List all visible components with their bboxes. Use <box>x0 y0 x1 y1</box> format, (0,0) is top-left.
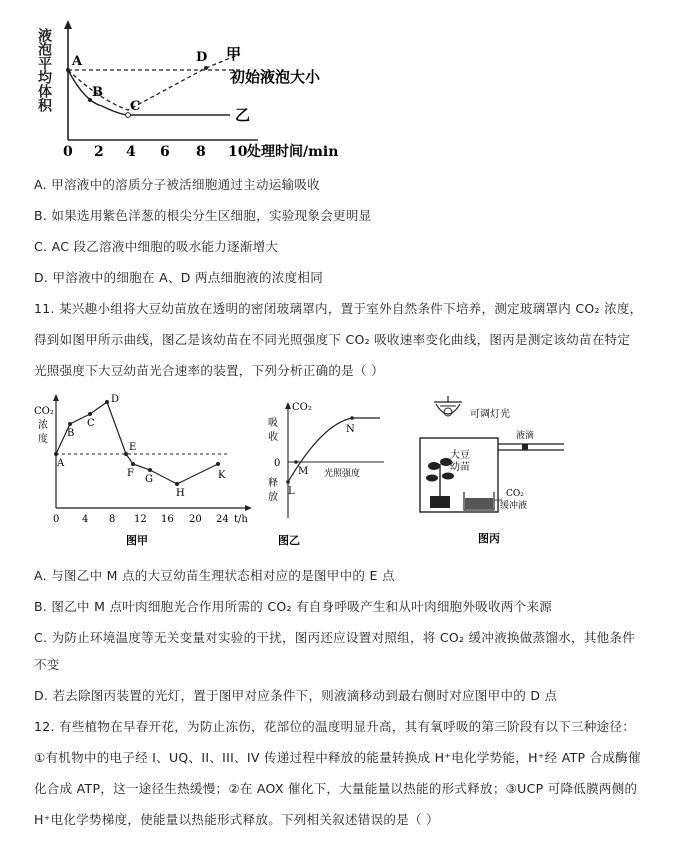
svg-text:浓: 浓 <box>38 420 48 431</box>
fig-bing-lamp-label: 可调灯光 <box>470 409 510 420</box>
fig-yi-release <box>268 477 278 503</box>
svg-text:D: D <box>111 394 120 405</box>
q12-stem-line-3: 化合成 ATP，这一途径生热缓慢；②在 AOX 催化下，大量能量以热能的形式释放；③UCP 可降低膜两侧的 <box>34 781 638 796</box>
q12-stem-line-2: ①有机物中的电子经 I、UQ、II、III、IV 传递过程中释放的能量转换成 H⁺电化学势能，H⁺经 ATP 合成酶催 <box>34 750 641 765</box>
fig-bing-drop-label: 液滴 <box>516 431 535 441</box>
fig-jia <box>30 388 262 548</box>
svg-text:4: 4 <box>82 514 89 525</box>
svg-text:C: C <box>87 418 95 429</box>
fig-jia-points <box>56 394 226 499</box>
svg-text:24: 24 <box>216 514 229 525</box>
svg-text:B: B <box>67 428 75 439</box>
q11-option-b: B. 图乙中 M 点叶肉细胞光合作用所需的 CO₂ 有自身呼吸产生和从叶肉细胞外吸收两个来源 <box>34 599 553 614</box>
svg-text:20: 20 <box>189 514 202 525</box>
fig-yi-absorb <box>268 417 278 443</box>
fig-yi-point-N: N <box>346 424 355 435</box>
q10-option-b: B. 如果选用紫色洋葱的根尖分生区细胞，实验现象会更明显 <box>34 208 372 223</box>
q10-curve-yi: 乙 <box>235 106 251 124</box>
q10-x-10: 10 <box>228 144 248 158</box>
q12-stem-line-1: 12. 有些植物在早春开花，为防止冻伤，花部位的温度明显升高，其有氧呼吸的第三阶段有以下三种途径： <box>34 719 636 734</box>
svg-text:2: 2 <box>94 144 104 158</box>
svg-text:0: 0 <box>53 514 60 525</box>
fig-yi-top-label: CO₂ <box>292 402 312 413</box>
q12-stem-line-4: H⁺电化学势梯度，使能量以热能形式释放。下列相关叙述错误的是（ ） <box>34 812 439 827</box>
fig-yi-zero: 0 <box>274 458 281 469</box>
svg-text:H: H <box>176 488 185 499</box>
fig-jia-y-label <box>34 406 54 445</box>
fig-yi-point-L: L <box>288 486 295 497</box>
svg-text:16: 16 <box>161 514 174 525</box>
svg-text:8: 8 <box>109 514 116 525</box>
svg-text:12: 12 <box>134 514 147 525</box>
q10-curve-jia: 甲 <box>226 45 242 63</box>
svg-text:幼苗: 幼苗 <box>450 462 470 473</box>
q10-option-d: D. 甲溶液中的细胞在 A、D 两点细胞液的浓度相同 <box>34 270 323 285</box>
svg-text:6: 6 <box>160 144 170 158</box>
q11-stem-line-2: 得到如图甲所示曲线，图乙是该幼苗在不同光照强度下 CO₂ 吸收速率变化曲线，图丙是测定该幼苗在特定 <box>34 332 631 347</box>
svg-text:放: 放 <box>268 492 278 503</box>
fig-bing-caption: 图丙 <box>478 532 500 545</box>
svg-text:4: 4 <box>126 144 136 158</box>
svg-text:A: A <box>57 458 65 469</box>
fig-bing <box>414 392 584 548</box>
q10-graph <box>30 18 370 158</box>
svg-text:收: 收 <box>268 432 278 443</box>
fig-yi <box>262 398 392 548</box>
q11-option-c: C. 为防止环境温度等无关变量对实验的干扰，图丙还应设置对照组，将 CO₂ 缓冲液换做蒸馏水，其他条件 <box>34 630 636 645</box>
svg-text:吸: 吸 <box>268 418 278 429</box>
fig-jia-x-ticks <box>53 514 229 525</box>
svg-text:缓冲液: 缓冲液 <box>500 501 528 511</box>
q10-point-A: A <box>72 54 83 69</box>
fig-jia-x-unit: t/h <box>234 514 248 525</box>
fig-jia-caption: 图甲 <box>126 534 148 547</box>
q11-option-a: A. 与图乙中 M 点的大豆幼苗生理状态相对应的是图甲中的 E 点 <box>34 568 395 583</box>
q11-option-d: D. 若去除图丙装置的光灯，置于图甲对应条件下，则液滴移动到最右侧时对应图甲中的 D 点 <box>34 688 558 703</box>
q10-option-a: A. 甲溶液中的溶质分子被活细胞通过主动运输吸收 <box>34 177 320 192</box>
svg-text:CO₂: CO₂ <box>34 406 54 417</box>
svg-text:F: F <box>127 468 134 479</box>
lamp-icon <box>434 396 462 416</box>
q10-initial-label: 初始液泡大小 <box>230 68 321 86</box>
svg-text:0: 0 <box>63 144 73 158</box>
svg-text:8: 8 <box>196 144 206 158</box>
fig-bing-buffer-label <box>500 489 527 511</box>
svg-text:CO₂: CO₂ <box>506 489 524 499</box>
fig-yi-caption: 图乙 <box>278 534 300 547</box>
q11-option-c-cont: 不变 <box>34 657 60 672</box>
svg-text:释: 释 <box>268 478 278 489</box>
q10-x-ticks <box>63 144 206 158</box>
svg-text:G: G <box>145 474 153 485</box>
fig-yi-point-M: M <box>298 466 309 477</box>
fig-bing-plant-label <box>450 448 470 473</box>
fig-yi-x-label: 光照强度 <box>324 469 361 479</box>
q11-stem-line-3: 光照强度下大豆幼苗光合速率的装置，下列分析正确的是（ ） <box>34 363 384 378</box>
q10-point-D: D <box>196 50 208 65</box>
svg-text:K: K <box>218 470 226 481</box>
q11-stem-line-1: 11. 某兴趣小组将大豆幼苗放在透明的密闭玻璃罩内，置于室外自然条件下培养，测定玻璃罩内 CO₂ 浓度， <box>34 301 643 316</box>
beaker-icon <box>464 492 494 510</box>
svg-text:E: E <box>129 442 137 453</box>
svg-text:度: 度 <box>38 434 48 445</box>
q10-option-c: C. AC 段乙溶液中细胞的吸水能力逐渐增大 <box>34 239 279 254</box>
q10-x-axis-label: 处理时间/min <box>247 144 339 158</box>
q10-y-axis-label: 液泡平均体积 <box>36 28 52 112</box>
q10-point-B: B <box>92 85 103 100</box>
q10-point-C: C <box>130 99 141 114</box>
svg-text:大豆: 大豆 <box>450 450 470 461</box>
